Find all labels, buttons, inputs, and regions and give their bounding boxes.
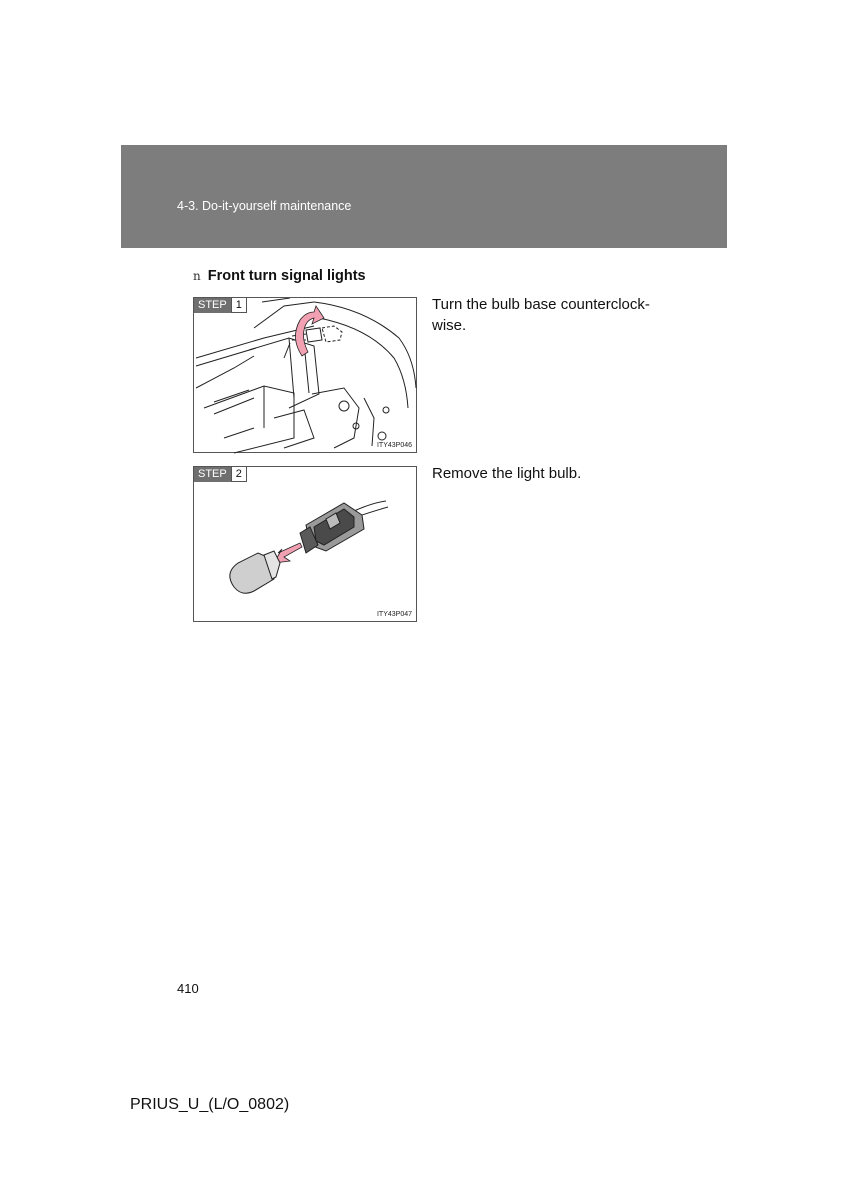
engine-bay-illustration (194, 298, 418, 454)
section-heading (193, 268, 366, 284)
figure-code: ITY43P047 (376, 611, 412, 618)
step-2-figure (193, 466, 417, 622)
figure-code: ITY43P046 (376, 442, 412, 449)
document-code: PRIUS_U_(L/O_0802) (130, 1096, 290, 1113)
chapter-section-label: 4-3. Do-it-yourself maintenance (177, 199, 352, 213)
step-number: 1 (231, 298, 247, 313)
step-1-tag (194, 298, 247, 313)
step-label: STEP (194, 298, 231, 313)
section-title-text: Front turn signal lights (207, 268, 366, 284)
step-2-tag (194, 467, 247, 482)
bullet-marker: n (193, 269, 201, 283)
step-1-figure (193, 297, 417, 453)
rotate-arrow-icon (295, 306, 324, 356)
step-label: STEP (194, 467, 231, 482)
step-1-instruction: Turn the bulb base counterclock-wise. (432, 296, 650, 334)
chapter-header-band (121, 145, 727, 248)
step-number: 2 (231, 467, 247, 482)
page-number: 410 (177, 981, 199, 996)
bulb-removal-illustration (194, 467, 418, 623)
step-2-instruction: Remove the light bulb. (432, 465, 582, 482)
